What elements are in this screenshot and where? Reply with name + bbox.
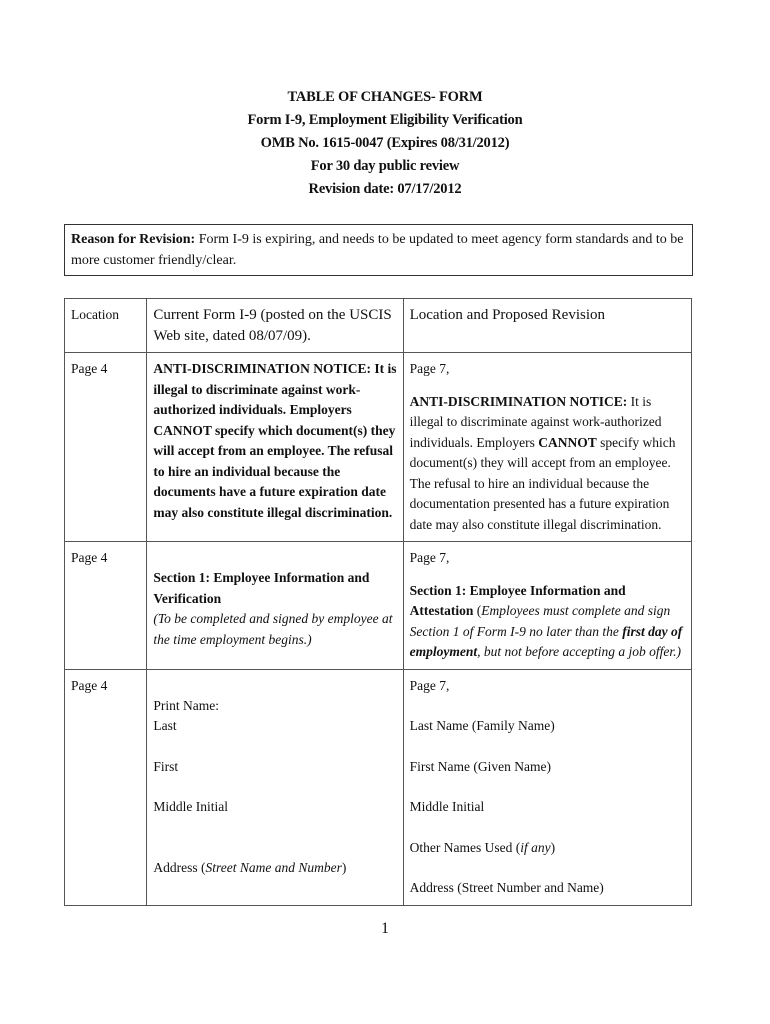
row1-current-bold1: ANTI-DISCRIMINATION NOTICE: [153,361,372,376]
row1-current-text2: Employers [286,402,352,417]
row3-current-last: Last [153,718,177,733]
row2-proposed-bolditalic: first day of employment [409,623,683,659]
row3-current-address [153,858,396,879]
row2-proposed-text [410,581,685,663]
row2-proposed-location: Page 7, [409,550,450,565]
table-header-row [65,299,692,353]
document-header [0,86,770,201]
row2-current-heading: Section 1: Employee Information and Verification [153,570,370,606]
reason-text: Form I-9 is expiring, and needs to be updated to meet agency form standards and to be more customer friendly/clear. [71,232,684,268]
row1-proposed-location: Page 7, [409,361,450,376]
row1-proposed-cell [403,353,691,542]
row2-location: Page 4 [71,550,108,565]
row1-current-text3: specify which document(s) they will accept from an employee. The refusal to hire an individual because the documents have a future expiration date may also constitute illegal discrimination. [153,422,396,520]
row1-current-cell [147,353,403,542]
row1-location-cell [65,353,147,542]
header-proposed-cell [403,299,691,353]
row1-proposed-bold1: ANTI-DISCRIMINATION NOTICE: [409,393,628,409]
header-location: Location [71,307,119,322]
row2-location-cell [65,542,147,670]
reason-label: Reason for Revision: [71,232,196,247]
row2-proposed-cell [403,542,691,670]
row3-print-name: Print Name: [153,697,220,713]
header-current-cell [147,299,403,353]
header-location-cell [65,299,147,353]
row1-proposed-text1: It is illegal to discriminate against work-authorized individuals. Employers [409,393,662,450]
row3-proposed-other-names [410,838,685,859]
row3-current-address-b: ) [341,859,347,875]
row2-proposed-italic1: Employees must complete and sign Section 1 of Form I-9 no later than the [409,603,671,639]
table-row [65,353,692,542]
header-form-name: Form I-9, Employment Eligibility Verification [247,112,523,128]
row1-location: Page 4 [71,361,108,376]
row2-proposed-italic2: , but not before accepting a job offer.) [477,644,681,659]
table-row [65,669,692,905]
row2-current-note: (To be completed and signed by employee at the time employment begins.) [153,611,393,647]
row3-location-cell [65,669,147,905]
header-revision-date: Revision date: 07/17/2012 [308,181,462,197]
changes-table [64,298,692,906]
table-row [65,542,692,670]
row1-current-text1: It is illegal to discriminate against work-authorized individuals. [153,361,397,417]
row3-proposed-middle: Middle Initial [409,799,485,814]
row3-current-middle: Middle Initial [153,799,229,814]
header-review-period: For 30 day public review [310,158,460,174]
row3-current-first: First [153,758,179,774]
row3-current-address-italic: Street Name and Number [205,859,342,875]
row2-current-cell [147,542,403,670]
header-current-bold: Current Form I-9 [153,307,257,323]
row2-proposed-paren: ( [473,603,482,618]
row3-proposed-location: Page 7, [409,677,450,693]
header-omb-number: OMB No. 1615-0047 (Expires 08/31/2012) [260,135,510,151]
row3-location: Page 4 [71,677,108,693]
reason-for-revision-box [64,224,693,276]
row3-current-cell [147,669,403,905]
row1-proposed-text [410,392,685,536]
row3-proposed-other-b: ) [550,839,556,855]
row1-proposed-text2: specify which document(s) they will accept from an employee. The refusal to hire an individual because the documentation presented has a future expiration date may also constitute illegal discrimination. [409,434,676,532]
row3-proposed-first: First Name (Given Name) [409,758,551,774]
row3-proposed-other-a: Other Names Used ( [409,839,521,855]
row3-proposed-cell [403,669,691,905]
page-number: 1 [381,920,389,937]
row3-current-address-a: Address ( [153,859,206,875]
row2-proposed-heading: Section 1: Employee Information and Attestation [409,582,626,618]
header-proposed: Location and Proposed Revision [409,307,605,323]
row1-proposed-bold2: CANNOT [538,434,597,450]
row3-proposed-other-italic: if any [520,839,551,855]
header-current-rest: (posted on the USCIS Web site, dated 08/07/09). [153,307,392,344]
row3-proposed-address: Address (Street Number and Name) [409,880,604,895]
header-title: TABLE OF CHANGES- FORM [287,89,483,105]
row1-current-bold2: CANNOT [153,422,212,438]
row3-proposed-last: Last Name (Family Name) [409,718,555,733]
